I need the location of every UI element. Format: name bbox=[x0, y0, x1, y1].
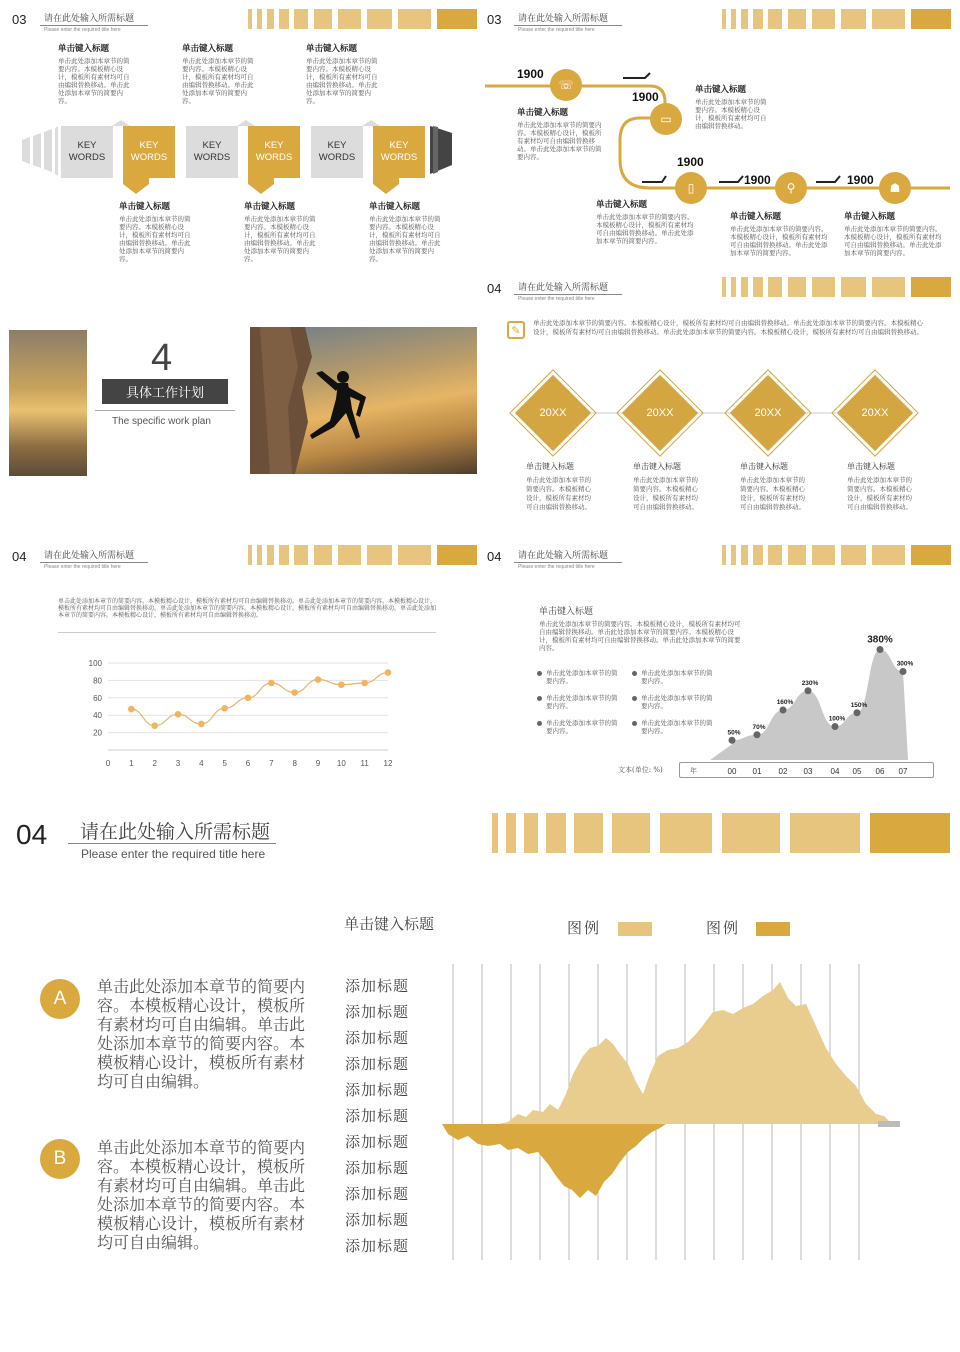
timeline-item-3 bbox=[596, 198, 694, 245]
data-label: 380% bbox=[867, 634, 893, 646]
kw-line: KEY bbox=[327, 140, 347, 151]
item-title: 单击键入标题 bbox=[517, 108, 569, 118]
slide-title: 请在此处输入所需标题 bbox=[80, 821, 271, 843]
item-title: 单击键入标题 bbox=[306, 44, 358, 54]
stripes-graphic bbox=[722, 545, 952, 565]
y-tick-label: 80 bbox=[93, 676, 102, 686]
data-point bbox=[805, 687, 812, 694]
axis-box bbox=[679, 762, 934, 778]
climber-photo bbox=[250, 327, 477, 474]
year-label: 1900 bbox=[744, 173, 771, 187]
keyword-box-6 bbox=[373, 126, 425, 178]
slide-title: 请在此处输入所需标题 bbox=[44, 551, 135, 561]
diamond-4 bbox=[840, 378, 910, 448]
slide-subtitle: Please enter the required title here bbox=[518, 296, 595, 302]
item-title: 单击键入标题 bbox=[730, 212, 782, 222]
section-title: 具体工作计划 bbox=[102, 379, 228, 404]
diamond-3 bbox=[733, 378, 803, 448]
legend-swatch-light bbox=[618, 922, 652, 936]
item-title: 单击键入标题 bbox=[58, 44, 110, 54]
item-text-b: 单击此处添加本章节的简要内容。本模板精心设计，模板所有素材均可自由编辑。单击此处添加本章节的简要内容。本模板精心设计，模板所有素材均可自由编辑。 bbox=[97, 1138, 306, 1252]
x-tick-label: 6 bbox=[245, 759, 251, 768]
kw-line: WORDS bbox=[68, 152, 106, 163]
keyword-box-2 bbox=[123, 126, 175, 178]
bottom-item-2 bbox=[244, 200, 316, 263]
data-point bbox=[245, 695, 252, 702]
diamond-item-1 bbox=[526, 461, 596, 512]
monitor-icon: ▭ bbox=[650, 103, 682, 135]
top-item-1 bbox=[58, 42, 130, 105]
diamond-label: 20XX bbox=[861, 407, 889, 419]
item-text: 单击此处添加本章节的简要内容。本模板精心设计，模板所有素材均可自由编辑替换移动。单击此处添加本章节的简要内容。 bbox=[306, 57, 378, 105]
top-item-2 bbox=[182, 42, 254, 105]
header-stripes bbox=[722, 9, 952, 33]
data-point bbox=[361, 680, 368, 687]
row-label: 添加标题 bbox=[345, 1211, 410, 1229]
y-tick-label: 60 bbox=[93, 693, 102, 703]
title-underline bbox=[514, 25, 622, 26]
item-text: 单击此处添加本章节的简要内容。本模板精心设计，模板所有素材均可自由编辑替换移动。单击此处添加本章节的简要内容。 bbox=[730, 225, 828, 257]
kw-line: KEY bbox=[202, 140, 222, 151]
item-title: 单击键入标题 bbox=[369, 202, 421, 212]
bottom-item-1 bbox=[119, 200, 191, 263]
item-text: 单击此处添加本章节的简要内容。本模板精心设计，模板所有素材均可自由编辑替换移动。单击此处添加本章节的简要内容。 bbox=[119, 215, 191, 263]
slide-subtitle: Please enter the required title here bbox=[44, 564, 121, 570]
timeline-item-2 bbox=[695, 83, 767, 130]
kw-line: KEY bbox=[389, 140, 409, 151]
row-label: 添加标题 bbox=[345, 1003, 410, 1021]
x-tick-label: 11 bbox=[360, 759, 369, 768]
diamond-label: 20XX bbox=[646, 407, 674, 419]
header-stripes bbox=[248, 9, 478, 33]
slide-title: 请在此处输入所需标题 bbox=[518, 14, 609, 24]
item-title: 单击键入标题 bbox=[182, 44, 234, 54]
data-label: 230% bbox=[801, 679, 819, 687]
slide-subtitle: Please enter the required title here bbox=[518, 564, 595, 570]
item-title: 单击键入标题 bbox=[596, 200, 648, 210]
data-label: 100% bbox=[828, 715, 846, 723]
year-label: 1900 bbox=[632, 90, 659, 104]
x-tick-label: 10 bbox=[336, 759, 346, 768]
data-point bbox=[780, 707, 787, 714]
x-tick-label: 00 bbox=[727, 767, 737, 776]
intro-text: 单击此处添加本章节的简要内容。本模板精心设计，模板所有素材均可自由编辑替换移动。单击此处添加本章节的简要内容。本模板精心设计，模板所有素材均可自由编辑替换移动。单击此处添加本章节的简要内容。 bbox=[539, 620, 741, 652]
contact-icon: ☏ bbox=[550, 69, 582, 101]
header-stripes bbox=[722, 277, 952, 301]
data-point bbox=[175, 711, 182, 718]
android-icon: ☗ bbox=[879, 172, 911, 204]
item-text: 单击此处添加本章节的简要内容。本模板精心设计，模板所有素材均可自由编辑替换移动。单击此处添加本章节的简要内容。 bbox=[58, 57, 130, 105]
axis-unit-label: 文本(单位: %) bbox=[618, 766, 663, 774]
intro-divider bbox=[58, 632, 436, 633]
title-underline bbox=[68, 843, 276, 844]
x-tick-label: 2 bbox=[152, 759, 157, 768]
diamond-item-4 bbox=[847, 461, 917, 512]
x-tick-label: 02 bbox=[778, 767, 788, 776]
slide-number: 04 bbox=[16, 819, 48, 850]
header-stripes bbox=[248, 545, 478, 569]
diamond-1 bbox=[518, 378, 588, 448]
data-point bbox=[900, 668, 907, 675]
data-label: 300% bbox=[896, 660, 914, 668]
kw-line: KEY bbox=[77, 140, 97, 151]
section-subtitle: The specific work plan bbox=[112, 416, 211, 427]
x-tick-label: 04 bbox=[830, 767, 840, 776]
title-underline bbox=[40, 562, 148, 563]
data-label: 50% bbox=[727, 729, 741, 737]
line-chart bbox=[80, 655, 400, 775]
x-tick-label: 8 bbox=[292, 759, 297, 768]
stripes-graphic bbox=[722, 9, 952, 29]
kw-line: WORDS bbox=[318, 152, 356, 163]
item-text: 单击此处添加本章节的简要内容。本模板精心设计，模板所有素材均可自由编辑替换移动。单击此处添加本章节的简要内容。 bbox=[517, 121, 602, 161]
area-fill bbox=[710, 650, 908, 761]
stripes-graphic bbox=[492, 813, 952, 853]
badge-b: B bbox=[40, 1139, 80, 1179]
title-underline bbox=[514, 562, 622, 563]
x-tick-label: 3 bbox=[175, 759, 181, 768]
row-label: 添加标题 bbox=[345, 1159, 410, 1177]
stripes-graphic bbox=[248, 545, 478, 565]
y-tick-label: 100 bbox=[88, 659, 102, 668]
timeline-item-4 bbox=[730, 210, 830, 257]
stripes-graphic bbox=[248, 9, 478, 29]
year-label: 1900 bbox=[677, 155, 704, 169]
climber-silhouette bbox=[250, 327, 477, 474]
title-underline bbox=[40, 25, 148, 26]
keyword-box-3 bbox=[186, 126, 238, 178]
item-text: 单击此处添加本章节的简要内容。本模板精心设计，模板所有素材均可自由编辑替换移动。 bbox=[847, 476, 912, 511]
item-text: 单击此处添加本章节的简要内容。本模板精心设计，模板所有素材均可自由编辑替换移动。单击此处添加本章节的简要内容。 bbox=[369, 215, 441, 263]
item-text: 单击此处添加本章节的简要内容。本模板精心设计，模板所有素材均可自由编辑替换移动。 bbox=[526, 476, 591, 511]
series-area-light bbox=[498, 982, 896, 1124]
year-label: 1900 bbox=[847, 173, 874, 187]
item-title: 单击键入标题 bbox=[844, 212, 896, 222]
row-label: 添加标题 bbox=[345, 1055, 410, 1073]
item-text: 单击此处添加本章节的简要内容。本模板精心设计，模板所有素材均可自由编辑替换移动。单击此处添加本章节的简要内容。 bbox=[596, 213, 694, 245]
slide-number: 03 bbox=[12, 12, 27, 27]
bullet-item: 单击此处添加本章节的简要内容。 bbox=[632, 669, 717, 685]
x-tick-label: 4 bbox=[199, 759, 204, 768]
item-text: 单击此处添加本章节的简要内容。本模板精心设计，模板所有素材均可自由编辑替换移动。单击此处添加本章节的简要内容。 bbox=[182, 57, 254, 105]
slide-number: 04 bbox=[12, 549, 27, 564]
slide-number: 04 bbox=[487, 281, 502, 296]
x-tick-label: 0 bbox=[105, 759, 111, 768]
bullet-item: 单击此处添加本章节的简要内容。 bbox=[537, 669, 622, 685]
row-label: 添加标题 bbox=[345, 1081, 410, 1099]
mirror-area-chart bbox=[438, 964, 902, 1260]
axis-year-label: 年 bbox=[690, 767, 697, 775]
slide-subtitle: Please enter the required title here bbox=[81, 847, 266, 861]
diamond-2 bbox=[625, 378, 695, 448]
item-title: 单击键入标题 bbox=[740, 462, 788, 471]
bullet-item: 单击此处添加本章节的简要内容。 bbox=[632, 719, 717, 735]
row-label: 添加标题 bbox=[345, 1185, 410, 1203]
data-point bbox=[291, 689, 298, 696]
legend-label: 图例 bbox=[567, 919, 602, 937]
keyword-box-1 bbox=[61, 126, 113, 178]
data-point bbox=[729, 737, 736, 744]
item-title: 单击键入标题 bbox=[526, 462, 574, 471]
intro-text: 单击此处添加本章节的简要内容。本模板精心设计，模板所有素材均可自由编辑替换移动。单击此处添加本章节的简要内容。本模板精心设计，模板所有素材均可自由编辑替换移动。单击此处添加本章节的简要内容。本模板精心设计，模板所有素材均可自由编辑替换移动。单击此处添加本章节的简要内容。本模板精心设计，模板所有素材均可自由编辑替换移动。 bbox=[58, 598, 437, 619]
keyword-box-4 bbox=[248, 126, 300, 178]
diamond-item-2 bbox=[633, 461, 703, 512]
bottom-item-3 bbox=[369, 200, 441, 263]
chart-title: 单击键入标题 bbox=[344, 915, 435, 933]
item-text: 单击此处添加本章节的简要内容。本模板精心设计，模板所有素材均可自由编辑替换移动。单击此处添加本章节的简要内容。 bbox=[844, 225, 942, 257]
x-tick-label: 7 bbox=[269, 759, 274, 768]
timeline-item-5 bbox=[844, 210, 944, 257]
item-text: 单击此处添加本章节的简要内容。本模板精心设计，模板所有素材均可自由编辑替换移动。单击此处添加本章节的简要内容。 bbox=[244, 215, 316, 263]
item-title: 单击键入标题 bbox=[633, 462, 681, 471]
data-point bbox=[268, 680, 275, 687]
item-title: 单击键入标题 bbox=[119, 202, 171, 212]
keyword-box-5 bbox=[311, 126, 363, 178]
row-label: 添加标题 bbox=[345, 1029, 410, 1047]
phone-icon: ▯ bbox=[675, 172, 707, 204]
data-label: 150% bbox=[850, 701, 868, 709]
bullet-item: 单击此处添加本章节的简要内容。 bbox=[537, 719, 622, 735]
slide-number: 04 bbox=[487, 549, 502, 564]
section-number: 4 bbox=[151, 337, 173, 379]
kw-line: WORDS bbox=[130, 152, 168, 163]
slide-subtitle: Please enter the required title here bbox=[44, 27, 121, 33]
x-tick-label: 12 bbox=[383, 759, 393, 768]
data-point bbox=[151, 722, 158, 729]
item-text: 单击此处添加本章节的简要内容。本模板精心设计，模板所有素材均可自由编辑替换移动。 bbox=[695, 98, 767, 130]
data-point bbox=[198, 721, 205, 728]
series-area-gold bbox=[442, 1124, 666, 1198]
top-item-3 bbox=[306, 42, 378, 105]
data-label: 70% bbox=[752, 723, 766, 731]
item-title: 单击键入标题 bbox=[244, 202, 296, 212]
slide-title: 请在此处输入所需标题 bbox=[518, 551, 609, 561]
kw-line: WORDS bbox=[380, 152, 418, 163]
data-point bbox=[338, 681, 345, 688]
header-stripes bbox=[492, 813, 952, 857]
x-tick-label: 06 bbox=[875, 767, 885, 776]
x-tick-label: 01 bbox=[752, 767, 762, 776]
x-tick-label: 9 bbox=[315, 759, 321, 768]
slide-title: 请在此处输入所需标题 bbox=[44, 14, 135, 24]
timeline-item-1 bbox=[517, 106, 603, 161]
row-label: 添加标题 bbox=[345, 1237, 410, 1255]
row-label: 添加标题 bbox=[345, 1107, 410, 1125]
slide-title: 请在此处输入所需标题 bbox=[518, 283, 609, 293]
x-tick-label: 07 bbox=[898, 767, 908, 776]
item-title: 单击键入标题 bbox=[695, 85, 747, 95]
kw-line: WORDS bbox=[193, 152, 231, 163]
data-point bbox=[832, 723, 839, 730]
data-point bbox=[315, 676, 322, 683]
item-title: 单击键入标题 bbox=[847, 462, 895, 471]
bullet-item: 单击此处添加本章节的简要内容。 bbox=[537, 694, 622, 710]
diamond-label: 20XX bbox=[754, 407, 782, 419]
data-point bbox=[128, 706, 135, 713]
data-point bbox=[385, 669, 392, 676]
slide-number: 03 bbox=[487, 12, 502, 27]
x-tick-label: 1 bbox=[129, 759, 134, 768]
sky-photo bbox=[9, 330, 87, 476]
chart-title: 单击键入标题 bbox=[539, 607, 594, 617]
kw-line: KEY bbox=[139, 140, 159, 151]
y-tick-label: 20 bbox=[93, 728, 102, 738]
bullet-item: 单击此处添加本章节的简要内容。 bbox=[632, 694, 717, 710]
x-tick-label: 05 bbox=[852, 767, 862, 776]
stripes-graphic bbox=[722, 277, 952, 297]
section-divider bbox=[95, 410, 235, 411]
row-label: 添加标题 bbox=[345, 977, 410, 995]
data-label: 160% bbox=[776, 699, 794, 706]
header-stripes bbox=[722, 545, 952, 569]
diamond-item-3 bbox=[740, 461, 810, 512]
item-text-a: 单击此处添加本章节的简要内容。本模板精心设计，模板所有素材均可自由编辑。单击此处添加本章节的简要内容。本模板精心设计，模板所有素材均可自由编辑。 bbox=[97, 977, 306, 1091]
y-tick-label: 40 bbox=[93, 711, 102, 721]
badge-a: A bbox=[40, 979, 80, 1019]
x-tick-label: 03 bbox=[803, 767, 813, 776]
row-label: 添加标题 bbox=[345, 1133, 410, 1151]
title-underline bbox=[514, 294, 622, 295]
diamond-label: 20XX bbox=[539, 407, 567, 419]
area-chart bbox=[700, 630, 940, 780]
data-point bbox=[221, 705, 228, 712]
item-text: 单击此处添加本章节的简要内容。本模板精心设计，模板所有素材均可自由编辑替换移动。 bbox=[633, 476, 698, 511]
x-tick-label: 5 bbox=[222, 759, 227, 768]
edit-icon: ✎ bbox=[507, 321, 525, 339]
year-label: 1900 bbox=[517, 67, 544, 81]
kw-line: KEY bbox=[264, 140, 284, 151]
data-point bbox=[754, 731, 761, 738]
slide-subtitle: Please enter the required title here bbox=[518, 27, 595, 33]
intro-text: 单击此处添加本章节的简要内容。本模板精心设计，模板所有素材均可自由编辑替换移动。单击此处添加本章节的简要内容。本模板精心设计，模板所有素材均可自由编辑替换移动。单击此处添加本章节的简要内容。本模板精心设计，模板所有素材均可自由编辑替换移动。 bbox=[533, 319, 923, 336]
item-text: 单击此处添加本章节的简要内容。本模板精心设计，模板所有素材均可自由编辑替换移动。 bbox=[740, 476, 805, 511]
data-point bbox=[877, 646, 884, 653]
data-point bbox=[854, 709, 861, 716]
kw-line: WORDS bbox=[255, 152, 293, 163]
usb-icon: ⚲ bbox=[775, 172, 807, 204]
legend-swatch-gold bbox=[756, 922, 790, 936]
legend-label: 图例 bbox=[706, 919, 741, 937]
axis-end-bar bbox=[878, 1121, 900, 1127]
